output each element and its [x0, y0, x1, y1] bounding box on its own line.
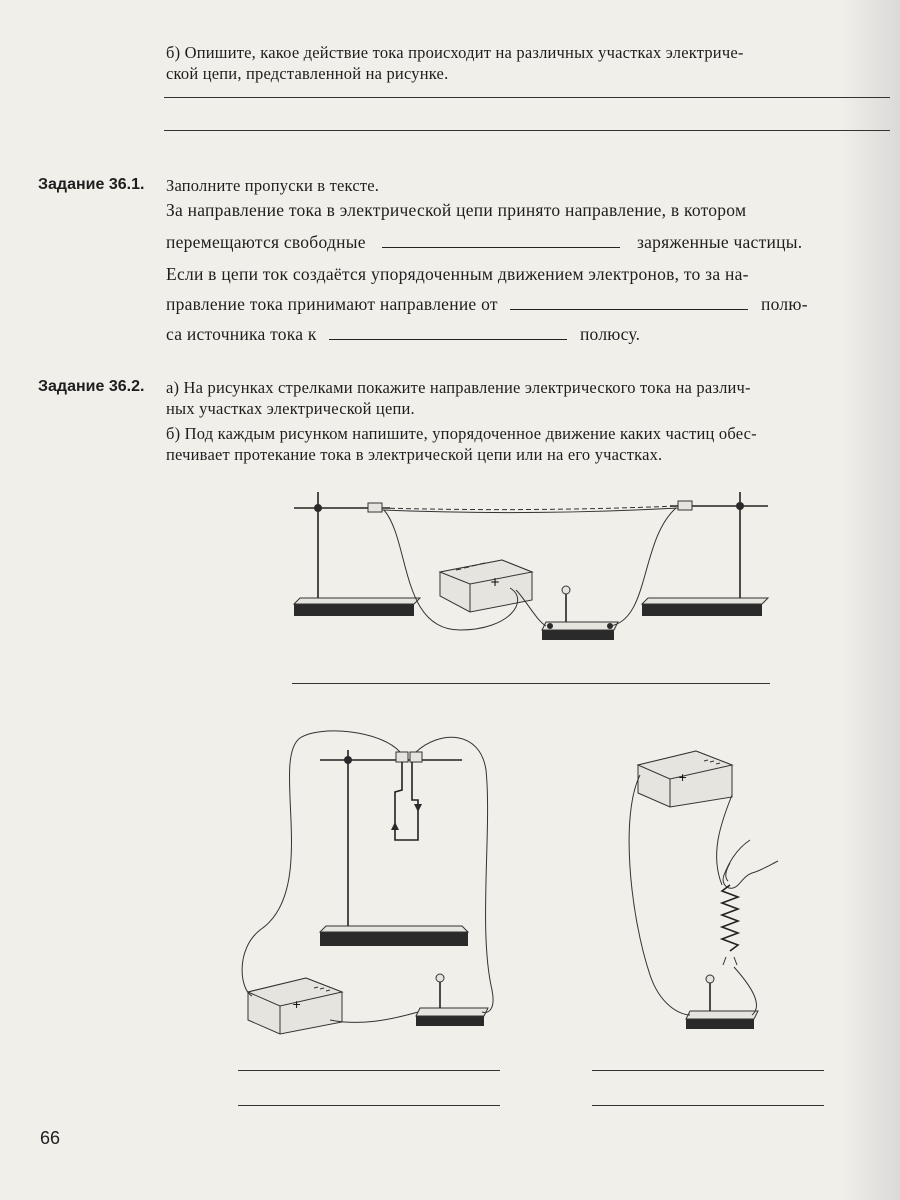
- stand-base: [320, 932, 468, 946]
- task-36-1-line3: Если в цепи ток создаётся упорядоченным движением электронов, то за на-: [166, 264, 749, 284]
- task-36-1-line5b: полюсу.: [579, 324, 641, 344]
- answer-line[interactable]: [238, 1105, 500, 1106]
- plus-sign: +: [490, 575, 501, 589]
- answer-line[interactable]: [292, 683, 770, 684]
- task-36-2-part-a-line1: а) На рисунках стрелками покажите направление электрического тока на различ-: [166, 378, 751, 397]
- task-36-1-instruction: Заполните пропуски в тексте.: [166, 176, 380, 195]
- stand-base-left: [294, 604, 414, 616]
- answer-line[interactable]: [164, 97, 890, 98]
- power-source: [638, 751, 732, 807]
- task-36-2-part-b-line2: печивает протекание тока в электрической цепи или на его участках.: [166, 445, 663, 464]
- task-36-1-line2: [166, 232, 886, 253]
- answer-line[interactable]: [592, 1070, 824, 1071]
- page-edge-shadow: [840, 0, 900, 1200]
- page-number: 66: [40, 1128, 61, 1148]
- hand: [723, 840, 778, 888]
- task-36-2-part-b-line1: б) Под каждым рисунком напишите, упорядоченное движение каких частиц обес-: [166, 424, 757, 443]
- task-36-2-part-a-line2: ных участках электрической цепи.: [166, 399, 415, 418]
- power-source: [248, 978, 342, 1034]
- stand-base-right: [642, 604, 762, 616]
- coil: [722, 885, 738, 965]
- task-36-1-line2b: заряженные частицы.: [637, 232, 803, 252]
- power-source: [440, 560, 532, 612]
- fill-blank-pole-from[interactable]: [510, 308, 748, 310]
- task-36-1-label: Задание 36.1.: [38, 176, 145, 193]
- switch: [416, 974, 488, 1026]
- task-36-2-label: Задание 36.2.: [38, 378, 145, 395]
- switch: [542, 586, 618, 640]
- fill-blank-particles[interactable]: [382, 246, 620, 248]
- answer-line[interactable]: [164, 130, 890, 131]
- task-36-1-line2a: перемещаются свободные: [166, 232, 366, 252]
- figure-wire-between-stands: [280, 480, 780, 660]
- part-b-top-line1: б) Опишите, какое действие тока происходит на различных участках электриче-: [166, 43, 744, 62]
- plus-sign: +: [292, 998, 302, 1011]
- plus-sign: +: [678, 771, 688, 784]
- task-36-1-line5a: са источника тока к: [166, 324, 317, 344]
- figure-stand-with-conductor: [230, 730, 500, 1040]
- task-36-1-line4b: полю-: [761, 294, 808, 314]
- part-b-top-line2: ской цепи, представленной на рисунке.: [166, 64, 449, 83]
- answer-line[interactable]: [238, 1070, 500, 1071]
- fill-blank-pole-to[interactable]: [329, 338, 567, 340]
- answer-line[interactable]: [592, 1105, 824, 1106]
- task-36-1-line5: [166, 324, 640, 345]
- figure-hand-holding-coil: [600, 735, 820, 1040]
- task-36-1-line4: [166, 294, 808, 315]
- task-36-1-line4a: правление тока принимают направление от: [166, 294, 498, 314]
- task-36-1-line1: За направление тока в электрической цепи принято направление, в котором: [166, 200, 747, 220]
